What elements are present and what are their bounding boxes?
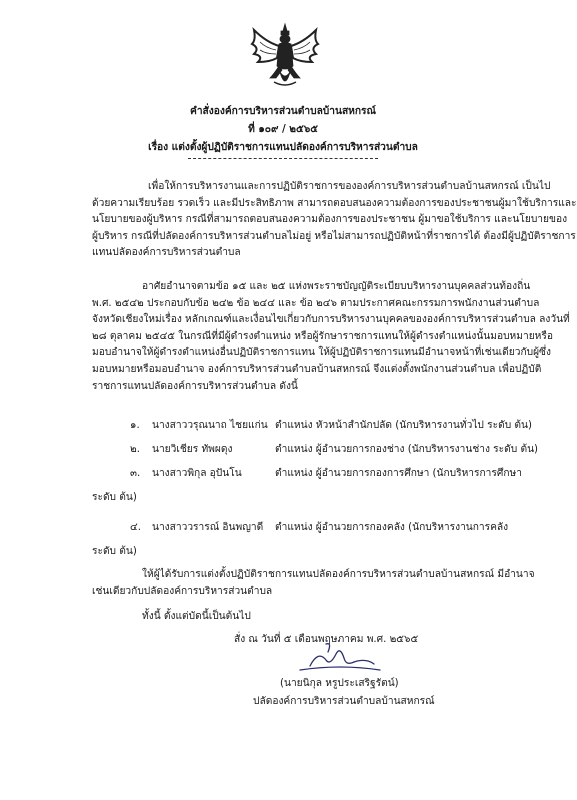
text-line: นโยบายของผู้บริหาร กรณีที่สามารถตอบสนองความต้องการของประชาชน ผู้มาขอใช้บริการ และนโยบายของ [92,214,568,226]
text-line: ให้ผู้ได้รับการแต่งตั้งปฏิบัติราชการแทนปลัดองค์การบริหารส่วนตำบลบ้านสหกรณ์ มีอำนาจ [142,569,535,580]
order-subject: เรื่อง แต่งตั้งผู้ปฏิบัติราชการแทนปลัดองค์การบริหารส่วนตำบล [148,142,418,153]
handwritten-signature [270,640,410,676]
text-line: ผู้บริหาร กรณีที่ปลัดองค์การบริหารส่วนตำบลไม่อยู่ หรือไม่สามารถปฏิบัติหน้าที่ราชการได้ ต้องมีผู้ปฏิบัติราชการ [92,230,576,242]
text-line: มอบหมายหรือมอบอำนาจ องค์การบริหารส่วนตำบลบ้านสหกรณ์ จึงแต่งตั้งพนักงานส่วนตำบล เพื่อปฏิบัติ [92,363,542,375]
staff-number: ๑. [130,420,140,431]
staff-position-continued: ระดับ ต้น) [92,546,137,557]
text-line: เพื่อให้การบริหารงานและการปฏิบัติราชการขององค์การบริหารส่วนตำบลบ้านสหกรณ์ เป็นไป [148,181,551,192]
staff-position: ตำแหน่ง ผู้อำนวยการกองคลัง (นักบริหารงานการคลัง [275,522,509,533]
text-line: จังหวัดเชียงใหม่เรื่อง หลักเกณฑ์และเงื่อนไขเกี่ยวกับการบริหารงานบุคคลขององค์การบริหารส่วนตำบล ลงวันที่ [92,314,570,326]
staff-row [92,418,532,442]
paragraph-authority [92,279,570,395]
text-line: ๒๘ ตุลาคม ๒๕๔๕ ในกรณีที่มีผู้ดำรงตำแหน่ง หรือผู้รักษาราชการแทนให้ผู้ดำรงตำแหน่งนั้นมอบหมายหรือ [92,330,553,342]
staff-name: นางสาววรารณ์ อินพญาดี [152,522,264,533]
signatory-name: (นายนิกุล หรูประเสริฐรัตน์) [280,678,399,689]
text-line: อาศัยอำนาจตามข้อ ๑๕ และ ๒๕ แห่งพระราชบัญญัติระเบียบบริหารงานบุคคลส่วนท้องถิ่น [142,281,531,292]
staff-position: ตำแหน่ง ผู้อำนวยการกองการศึกษา (นักบริหารการศึกษา [275,468,522,479]
divider [188,158,378,159]
staff-list [92,418,539,561]
paragraph-purpose [92,179,577,262]
order-number: ที่ ๑๐๙ / ๒๕๖๕ [248,124,318,135]
staff-number: ๓. [130,468,141,479]
staff-name: นางสาวพิกุล อุปันโน [152,468,242,479]
garuda-emblem-icon [248,22,322,92]
paragraph-power [92,567,535,600]
effective-statement: ทั้งนี้ ตั้งแต่บัดนี้เป็นต้นไป [142,611,251,622]
staff-name: นางสาววรุณนาถ ไชยแก่น [152,420,268,431]
staff-number: ๒. [130,444,140,455]
order-title: คำสั่งองค์การบริหารส่วนตำบลบ้านสหกรณ์ [190,106,376,117]
text-line: แทนปลัดองค์การบริหารส่วนตำบล [92,247,241,259]
signatory-position: ปลัดองค์การบริหารส่วนตำบลบ้านสหกรณ์ [253,696,435,707]
staff-row [92,466,522,490]
staff-position: ตำแหน่ง ผู้อำนวยการกองช่าง (นักบริหารงานช่าง ระดับ ต้น) [275,444,539,455]
text-line: ด้วยความเรียบร้อย รวดเร็ว และมีประสิทธิภาพ สามารถตอบสนองความต้องการของประชาชนผู้มาใช้บริการและ [92,197,577,209]
order-date: สั่ง ณ วันที่ ๕ เดือนพฤษภาคม พ.ศ. ๒๕๖๕ [234,634,419,645]
staff-number: ๔. [130,522,141,533]
text-line: พ.ศ. ๒๕๔๒ ประกอบกับข้อ ๒๔๒ ข้อ ๒๔๔ และ ข้อ ๒๔๖ ตามประกาศคณะกรรมการพนักงานส่วนตำบล [92,297,540,309]
text-line: มอบอำนาจให้ผู้ดำรงตำแหน่งอื่นปฏิบัติราชการแทน ให้ผู้ปฏิบัติราชการแทนมีอำนาจหน้าที่เช่นเดียวกับผู้ซึ่ง [92,347,551,359]
staff-row [92,520,512,544]
staff-row [92,442,539,466]
staff-name: นายวิเชียร ทัพผดุง [152,444,233,455]
staff-position-continued: ระดับ ต้น) [92,492,137,503]
text-line: เช่นเดียวกับปลัดองค์การบริหารส่วนตำบล [92,585,273,597]
text-line: ราชการแทนปลัดองค์การบริหารส่วนตำบล ดังนี้ [92,380,298,392]
staff-position: ตำแหน่ง หัวหน้าสำนักปลัด (นักบริหารงานทั่วไป ระดับ ต้น) [275,420,532,431]
